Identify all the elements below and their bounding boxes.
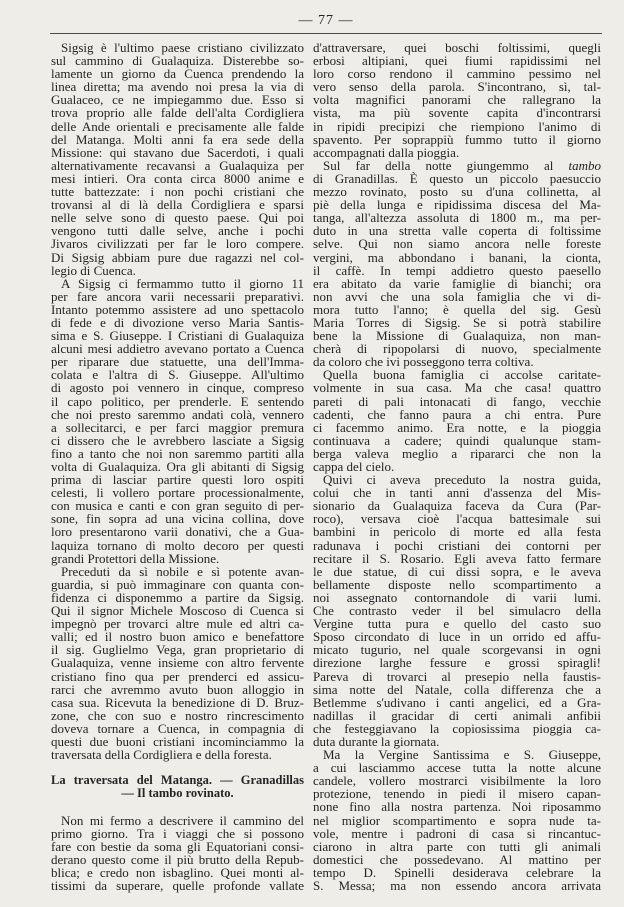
text-line: il capo politico, per prenderle. E sentendo — [51, 393, 304, 409]
text-line: Qui il signor Michele Moscoso di Cuenca si — [51, 603, 304, 619]
text-line: sionario da Gualaquiza faceva da Cura (Par- — [313, 498, 601, 514]
text-line: zone, che con suo e nostro rincrescimento — [51, 707, 304, 723]
text-line: Jivaros civilizzati per far le loro compere. — [51, 236, 304, 252]
text-line: doveva tornare a Cuenca, in compagnia di — [51, 720, 304, 736]
italic-word: tambo — [568, 157, 601, 173]
left-column-text-after-heading — [51, 814, 304, 893]
text-line: recitare il S. Rosario. Egli aveva fatto fermare — [313, 550, 601, 566]
text-line: loro corso rendono il cammino pessimo nel — [313, 66, 601, 82]
text-line: A Sigsig ci fermammo tutto il giorno 11 — [61, 275, 304, 291]
paragraph — [313, 159, 601, 369]
text-line: Che contrasto veder il bel simulacro della — [313, 603, 601, 619]
text-line: trova proprio alle falde dell'alta Cordigliera — [51, 105, 304, 121]
text-line: grandi Protettori della Missione. — [51, 550, 220, 566]
text-line: Betlemme s'udivano i canti angelici, ed a Gra- — [313, 694, 601, 710]
text-line: fare con bestie da soma gli Equatoriani consi- — [51, 838, 304, 854]
text-line: non avvi che una sola famiglia che vi di- — [313, 288, 601, 304]
text-line: mora tutto l'anno; è quella del sig. Gesù — [313, 301, 601, 317]
left-column — [51, 41, 304, 892]
text-line: vista, ma più sovente capita d'incontrarsi — [313, 105, 601, 121]
text-line: berga valeva meglio a ripararci che non la — [313, 445, 601, 461]
text-line: di fede e di divozione verso Maria Santis- — [51, 314, 304, 330]
text-line: sul cammino di Gualaquiza. Disterebbe so- — [51, 53, 304, 69]
text-line: Gualaquiza, venne insieme con altro fervente — [51, 655, 304, 671]
text-line: accompagnati dalla pioggia. — [313, 144, 460, 160]
text-line: tutte battezzate: i non pochi cristiani che — [51, 184, 304, 200]
text-line: colui che in tanti anni d'assenza del Mis- — [313, 485, 601, 501]
text-line: da coloro che ivi posseggono terra coltiva. — [313, 354, 534, 370]
text-line: fino a tanto che noi non saremmo partiti alla — [51, 445, 304, 461]
text-line: alternativamente recavansi a Gualaquiza per — [51, 157, 304, 173]
paragraph — [51, 565, 304, 761]
text-line: guardia, si può immaginare con quanta con- — [51, 576, 304, 592]
text-line: none fino alla nostra partenza. Noi riposammo — [313, 799, 601, 815]
text-line: volta di Gualaquiza. Ora gli abitanti di Sigsig — [51, 459, 304, 474]
text-line: vengono tutti dalle selve, anche i pochi — [51, 223, 304, 239]
text-line: pareti di pali intonacati di fango, vecchie — [313, 393, 601, 409]
text-segment: Sul far della notte giungemmo al — [323, 157, 569, 173]
paragraph — [313, 748, 601, 892]
text-line: di Granadillas. È questo un piccolo paesuccio — [313, 170, 601, 186]
text-line: era abitato da varie famiglie di bianchi; ora — [313, 275, 601, 291]
text-line: celesti, li vollero portare processionalmente, — [51, 485, 304, 501]
text-line: mezzo rovinato, posto su d'una collinetta, al — [313, 184, 601, 200]
text-line: cristiano fino qua per prenderci ed assicu- — [51, 668, 304, 684]
right-column — [313, 41, 601, 892]
text-line: piè della lunga e ripidissima discesa del Ma- — [313, 197, 601, 213]
text-line: Pareva di trovarci al presepio nella faustis- — [313, 668, 601, 684]
text-line: fidenza ci disponemmo a partire da Sigsig. — [51, 589, 304, 605]
text-line: Gualaceo, ce ne impiegammo due. Esso si — [51, 92, 304, 108]
text-line: casa sua. Ricevuta la benedizione di D. Bruz- — [51, 694, 304, 710]
text-line: Intanto potemmo assistere ad uno spettacolo — [51, 301, 304, 317]
text-line: che festeggiavano la copiosissima pioggia ca- — [313, 720, 601, 736]
text-line: Vergine tutta pura e quello del casto suo — [313, 616, 601, 632]
text-line: trovansi al di là della Cordigliera e sparsi — [51, 197, 304, 213]
text-line: candele, vollero mostrarci visibilmente la loro — [313, 773, 601, 789]
section-heading-line: La traversata del Matanga. — Granadillas — [51, 773, 304, 788]
text-line: cadenti, che fanno paura a chi entra. Pure — [313, 406, 601, 422]
text-line: con musica e canti e con gran seguito di per- — [51, 498, 304, 514]
text-line: prima di lasciar partire questi loro ospiti — [51, 472, 304, 488]
text-line: sima notte del Natale, colla differenza che a — [313, 681, 601, 697]
text-line: sima e S. Giuseppe. I Cristiani di Gualaquiza — [51, 328, 304, 344]
text-line: questi due buoni cristiani incominciammo la — [51, 733, 304, 749]
text-line: il sig. Guglielmo Vega, gran proprietario di — [51, 642, 304, 658]
text-line: linea diretta; ma avendo noi presa la via di — [51, 79, 304, 95]
text-line: derano questo come il più brutto della Repub- — [51, 851, 304, 867]
text-line: impegnò per trovarci altre mule ed altri ca- — [51, 616, 304, 632]
text-line: in ripidi precipizi che riempiono l'animo di — [313, 118, 601, 134]
text-line: continuava a cadere; quindi qualunque stam- — [313, 432, 601, 448]
text-line: laquiza tornano di molto decoro per questi — [51, 537, 304, 553]
text-line — [313, 159, 601, 172]
text-line: cherà di ripopolarsi di nuovo, specialmente — [313, 341, 601, 357]
text-line: direzione larghe fessure e grossi spiragli! — [313, 655, 601, 671]
text-line: tanga, all'altezza assoluta di 1800 m., ma per- — [313, 210, 601, 226]
text-line: tissimi da superare, quelle profonde vallate — [51, 878, 304, 893]
text-line: vergini, ma abbondano i banani, la cionta, — [313, 249, 601, 265]
left-column-text-before-heading — [51, 41, 304, 761]
text-line: spavento. Per soprappiù fummo tutto il giorno — [313, 131, 601, 147]
text-line: del Matanga. Molti anni fa era sede della — [51, 131, 304, 147]
section-heading-line: — Il tambo rovinato. — [121, 786, 234, 801]
text-line: ci facemmo animo. Era notte, e la pioggia — [313, 419, 601, 435]
paragraph — [51, 41, 304, 277]
text-line: a sollecitarci, e per farci maggior premura — [51, 419, 304, 435]
text-line: alcuni mesi addietro avevano portato a Cuenca — [51, 341, 304, 357]
text-line: bambini in pericolo di morte ed alla festa — [313, 524, 601, 540]
text-line: delle Ande orientali e precisamente alle falde — [51, 118, 304, 134]
text-line: cappa del cielo. — [313, 459, 395, 474]
text-line: blica; e credo non isbaglino. Quei monti al- — [51, 864, 304, 880]
text-line: di agosto poi vennero in cinque, compreso — [51, 380, 304, 396]
text-line: rarci che avremmo avuto buon alloggio in — [51, 681, 304, 697]
text-line: selve. Qui non siamo ancora nelle foreste — [313, 236, 601, 252]
text-line: a cui lasciammo accese tutta la notte alcune — [313, 760, 601, 776]
text-line: ciarono in altra parte con tutti gli animali — [313, 838, 601, 854]
text-line: colata e l'altra di S. Giuseppe. All'ultimo — [51, 367, 304, 383]
text-line: Quella buona famiglia ci accolse caritate- — [323, 367, 601, 383]
paragraph — [313, 41, 601, 159]
text-line: radunava i pochi cristiani dei contorni per — [313, 537, 601, 553]
text-line: nelle selve sono di questo paese. Qui poi — [51, 210, 304, 226]
text-line: duto in una stretta valle coperta di foltissime — [313, 223, 601, 239]
text-line: Quivi ci aveva preceduto la nostra guida, — [323, 472, 601, 488]
text-line: domestici che possedevano. Al mattino per — [313, 851, 601, 867]
text-line: che noi presto saremmo andati colà, vennero — [51, 406, 304, 422]
text-line: per fare ancora varii necessarii preparativi. — [51, 288, 304, 304]
paragraph — [51, 277, 304, 565]
text-line: volta magnifici panorami che rallegrano la — [313, 92, 601, 108]
text-line: roco), versava cioè l'acqua battesimale sui — [313, 511, 601, 527]
text-line: nel miglior scompartimento e sopra nude ta- — [313, 812, 601, 828]
text-line: traversata della Cordigliera e della foresta. — [51, 747, 272, 763]
text-line: d'attraversare, quei boschi foltissimi, quegli — [313, 40, 601, 55]
text-line: Non mi fermo a descrivere il cammino del — [61, 812, 304, 828]
text-line: Maria Torres di Sigsig. Se si potrà stabilire — [313, 314, 601, 330]
text-line: Di Sigsig abbiam pure due ragazzi nel col- — [51, 249, 304, 265]
text-line: le due statue, di cui dissi sopra, e le aveva — [313, 563, 601, 579]
text-line: Missione: qui stavano due Sacerdoti, i quali — [51, 144, 304, 160]
text-line: micato tugurio, nel quale scorgevansi in ogni — [313, 642, 601, 658]
header-rule — [50, 33, 602, 34]
text-line: sone, fin sopra ad una vicina collina, dove — [51, 511, 304, 527]
text-line: ci dissero che le avrebbero lasciate a Sigsig — [51, 432, 304, 448]
text-line: tempo D. Spinelli desiderava celebrare la — [313, 864, 601, 880]
section-heading — [51, 774, 304, 800]
text-line: per riparare due statuette, una dell'Imma- — [51, 354, 304, 370]
text-line: primo giorno. Tra i viaggi che si possono — [51, 825, 304, 841]
paragraph — [313, 368, 601, 473]
text-line: volmente in sua casa. Ma che casa! quattro — [313, 380, 601, 396]
text-line: Sposo circondato di luce in un orrido ed affu- — [313, 629, 601, 645]
paragraph — [51, 814, 304, 893]
text-line: Ma la Vergine Santissima e S. Giuseppe, — [323, 747, 601, 763]
text-line: legio di Cuenca. — [51, 262, 136, 278]
paragraph — [313, 473, 601, 748]
text-line: valli; ed il nostro buon amico e benefattore — [51, 629, 304, 645]
text-line: duta durante la giornata. — [313, 733, 440, 749]
text-line: S. Messa; ma non essendo ancora arrivata — [313, 878, 601, 893]
text-line: bellamente disposte nello scompartimento a — [313, 576, 601, 592]
text-line: mesi intieri. Ora conta circa 8000 anime e — [51, 170, 304, 186]
text-line: vero senso della parola. S'incontrano, sì, tal- — [313, 79, 601, 95]
text-line: loro presentarono varii donativi, che a Gua- — [51, 524, 304, 540]
text-line: lamente un giorno da Cuenca prendendo la — [51, 66, 304, 82]
text-line: erbosi altipiani, quei fiumi rapidissimi nel — [313, 53, 601, 69]
page-number: — 77 — — [298, 13, 354, 28]
text-line: Preceduti da sì nobile e sì potente avan- — [61, 563, 304, 579]
text-line: bene la Missione di Gualaquiza, non man- — [313, 328, 601, 344]
text-line: il caffè. In tempi addietro questo paesello — [313, 262, 601, 278]
text-line: vole, mentre i padroni di casa si rincantuc- — [313, 825, 601, 841]
text-line: Sigsig è l'ultimo paese cristiano civilizzato — [61, 40, 304, 55]
text-line: protezione, tenendo in piedi il misero capan- — [313, 786, 601, 802]
text-line: noi assegnato contornandole di varii lumi. — [313, 589, 601, 605]
text-line: nadillas il gracidar di certi animali anfibii — [313, 707, 601, 723]
